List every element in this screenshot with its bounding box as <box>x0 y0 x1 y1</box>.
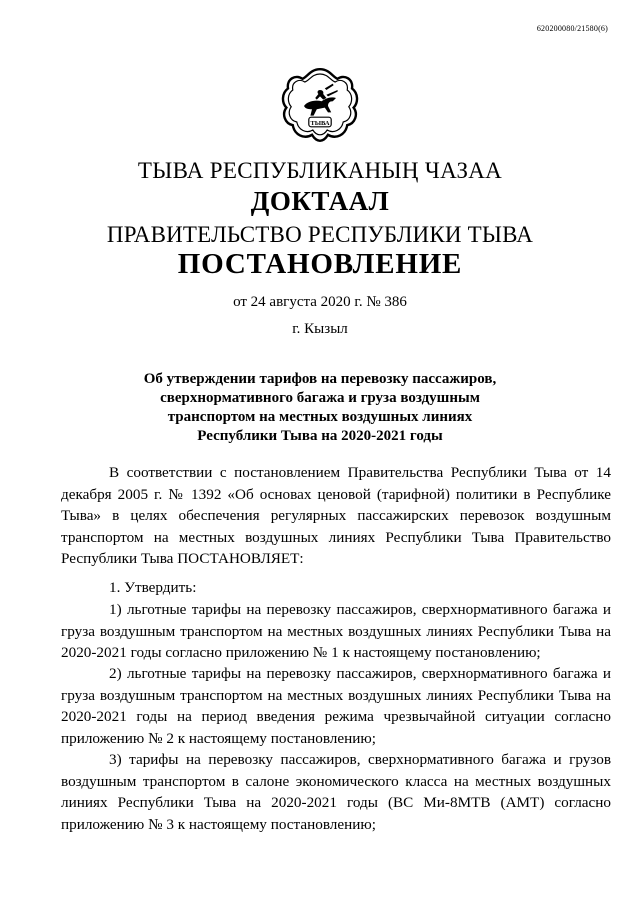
russian-government-title: ПРАВИТЕЛЬСТВО РЕСПУБЛИКИ ТЫВА <box>106 222 534 247</box>
tyva-doc-type: ДОКТААЛ <box>250 186 390 216</box>
emblem-label: ТЫВА <box>310 119 330 127</box>
document-subject <box>0 370 640 446</box>
subject-line: Республики Тыва на 2020-2021 годы <box>197 428 443 444</box>
tyva-coat-of-arms-icon <box>280 66 360 146</box>
sub-item-1: 1) льготные тарифы на перевозку пассажиров, сверхнормативного багажа и груза воздушным транспортом на местных воздушных линиях Республики Тыва на 2020-2021 годы согласно приложению № 1 к настоящему постановлению; <box>61 601 611 661</box>
subject-line: Об утверждении тарифов на перевозку пассажиров, <box>143 371 497 387</box>
subject-line: сверхнормативного багажа и груза воздушным <box>160 390 480 406</box>
document-code: 620200080/21580(6) <box>536 24 608 33</box>
subject-line: транспортом на местных воздушных линиях <box>167 409 473 425</box>
sub-item-2: 2) льготные тарифы на перевозку пассажиров, сверхнормативного багажа и груза воздушным транспортом на местных воздушных линиях Республики Тыва на 2020-2021 годы на период введения режима чрезвычайной ситуации согласно приложению № 2 к настоящему постановлению; <box>61 665 611 747</box>
date-and-number: от 24 августа 2020 г. № 386 <box>233 294 407 310</box>
tyva-government-title: ТЫВА РЕСПУБЛИКАНЫҢ ЧАЗАА <box>137 158 503 183</box>
sub-item-3: 3) тарифы на перевозку пассажиров, сверхнормативного багажа и грузов воздушным транспортом в салоне экономического класса на местных воздушных линиях Республики Тыва на 2020-2021 годы (ВС Ми-8МТВ (АМТ) согласно приложению № 3 к настоящему постановлению; <box>61 751 611 833</box>
item-1: 1. Утвердить: <box>109 579 197 596</box>
intro-paragraph: В соответствии с постановлением Правительства Республики Тыва от 14 декабря 2005 г. № 1392 «Об основах ценовой (тарифной) политики в Республике Тыва» в целях обеспечения регулярных пассажирских перевозок воздушным транспортом на местных воздушных линиях Республики Тыва Правительство Республики Тыва ПОСТАНОВЛЯЕТ: <box>61 464 611 567</box>
city: г. Кызыл <box>292 321 348 337</box>
russian-doc-type: ПОСТАНОВЛЕНИЕ <box>177 248 463 280</box>
